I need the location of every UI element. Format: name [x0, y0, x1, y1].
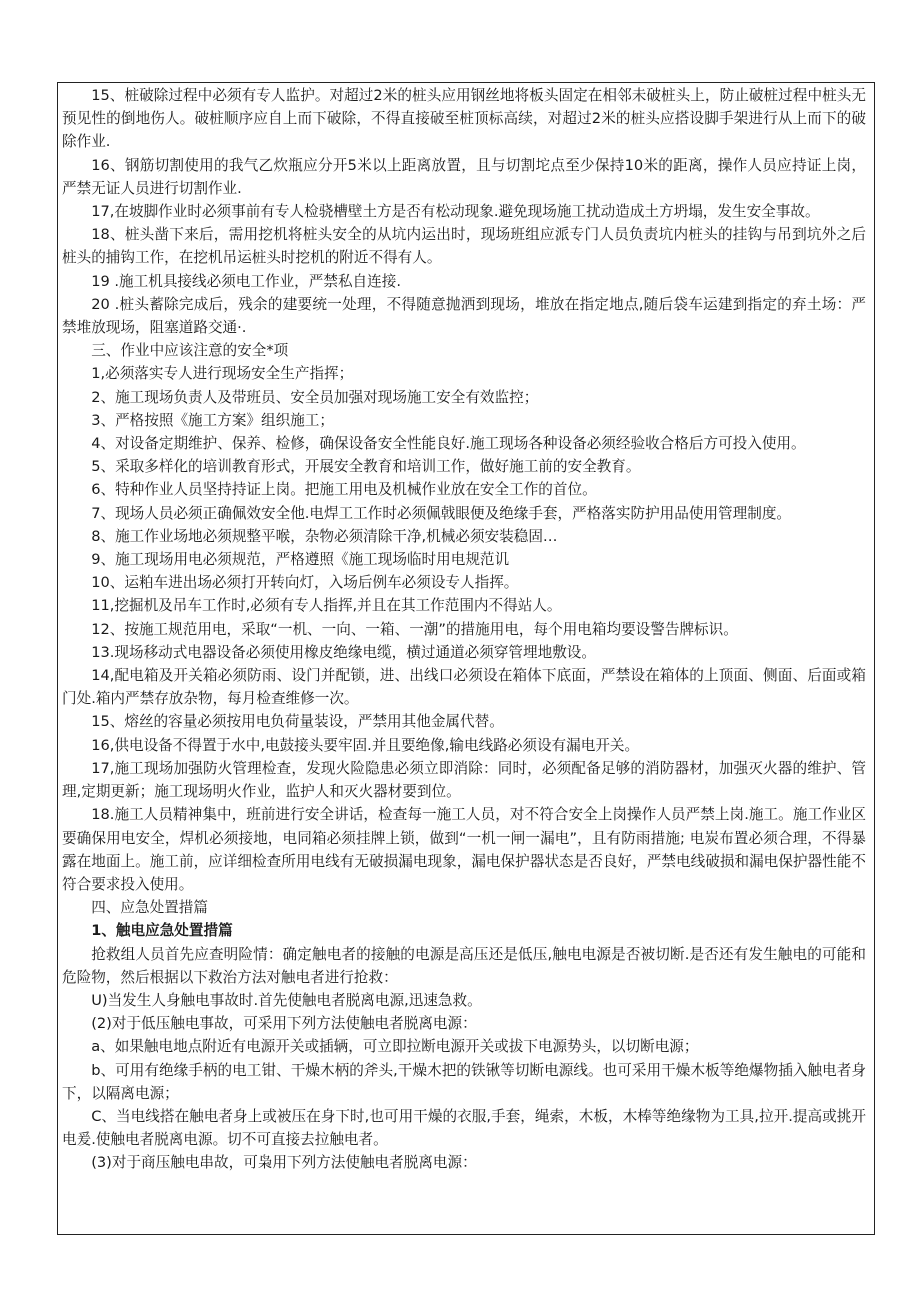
list-item-safety-3: 3、严格按照《施工方案》组织施工； [91, 411, 334, 429]
list-item-safety-7: 7、现场人员必须正确佩效安全他.电焊工工作时必须佩戟眼便及绝缘手套，严格落实防护用品使用管理制度。 [91, 504, 792, 522]
section-heading-safety-items: 三、作业中应该注意的安全*项 [91, 342, 289, 360]
list-item-safety-4: 4、对设备定期维护、保养、检修，确保设备安全性能良好.施工现场各种设备必须经验收合格后方可投入使用。 [91, 435, 806, 453]
paragraph-equipment-wiring: 19 .施工机具接线必须电工作业，严禁私自连接. [91, 272, 401, 290]
list-item-safety-2: 2、施工现场负责人及带班员、安全员加强对现场施工安全有效监控； [91, 388, 539, 406]
paragraph-rescue-intro: 抢救组人员首先应查明险情：确定触电者的接触的电源是高压还是低压,触电电源是否被切断.是否还有发生触电的可能和危险物，然后根据以下救治方法对触电者进行抢救： [62, 945, 866, 986]
list-item-safety-12: 12、按施工规范用电，采取“一机、一向、一箱、一潮”的措施用电，每个用电箱均要设警告牌标识。 [91, 620, 738, 638]
list-item-shock-3: (3)对于商压触电串故，可枭用下列方法使触电者脱离电源： [91, 1154, 477, 1172]
paragraph-debris-disposal: 20 .桩头蓄除完成后，残余的建要统一处理，不得随意抛洒到现场，堆放在指定地点,随后袋车运建到指定的弃土场：严禁堆放现场，阻塞道路交通·. [62, 295, 866, 337]
list-item-safety-10: 10、运粕车进出场必须打开转向灯，入场后例车必须设专人指挥。 [91, 574, 519, 592]
list-item-shock-a: a、如果触电地点附近有电源开关或插辆，可立即拉断电源开关或拔下电源势头，以切断电源； [91, 1038, 699, 1056]
list-item-safety-1: 1,必须落实专人进行现场安全生产指挥； [91, 365, 354, 383]
list-item-safety-18: 18.施工人员精神集中，班前进行安全讲话，检查每一施工人员，对不符合安全上岗操作人员严禁上岗.施工。施工作业区要确保用电安全，焊机必须接地，电同箱必须挂牌上锁，做到“一机一闸一漏电”，且有防雨措施; 电炭布置必须合理，不得暴露在地面上。施工前，应详细检查所用电线有无破损漏电现象，漏电保护器状态是否良好，严禁电线破损和漏电保护器性能不符合要求投入使用。 [62, 806, 866, 893]
list-item-safety-17: 17,施工现场加强防火管理检查，发现火险隐患必须立即消除：同时，必须配备足够的消防器材，加强灭火器的维护、管理,定期更新；施工现场明火作业，监护人和灭火器材要到位。 [62, 759, 866, 801]
list-item-shock-c: C、当电线搭在触电者身上或被压在身下时,也可用干燥的衣服,手套，绳索，木板，木棒等绝缘物为工具,拉开.提高或挑开电爰.使触电者脱离电源。切不可直接去拉触电者。 [62, 1107, 866, 1149]
list-item-shock-2: (2)对于低压触电事故，可采用下列方法使触电者脱离电源： [91, 1015, 477, 1033]
section-heading-emergency: 四、应急处置措篇 [91, 899, 208, 917]
list-item-safety-9: 9、施工现场用电必须规范，严格遵照《施工现场临时用电规范讥 [91, 551, 510, 569]
list-item-safety-13: 13.现场移动式电器设备必须使用橡皮绝缘电缆，横过通道必须穿管埋地敷设。 [91, 643, 596, 661]
list-item-shock-b: b、可用有绝缘手柄的电工钳、干燥木柄的斧头,干燥木把的铁锹等切断电源线。也可采用干燥木板等绝爆物插入触电者身下，以隔离电源； [62, 1061, 866, 1102]
list-item-safety-6: 6、特种作业人员坚持持证上岗。把施工用电及机械作业放在安全工作的首位。 [91, 481, 597, 499]
list-item-safety-14: 14,配电箱及开关箱必须防雨、设门并配锁，进、出线口必须设在箱体下底面，严禁设在箱体的上顶面、侧面、后面或箱门处.箱内严禁存放杂物，每月检查维修一次。 [62, 667, 866, 708]
document-body [58, 83, 874, 1175]
list-item-safety-11: 11,挖掘机及吊车工作时,必须有专人指挥,并且在其工作范围内不得站人。 [91, 597, 562, 615]
list-item-safety-8: 8、施工作业场地必须规整平喉，杂物必须清除干净,机械必须安装稳固… [91, 527, 558, 545]
paragraph-steel-cutting: 16、钢筋切割使用的我气乙炊瓶应分开5米以上距离放置，且与切割坨点至少保持10米的距离，操作人员应持证上岗，严禁无证人员进行切割作业. [62, 156, 866, 197]
document-frame [57, 82, 875, 1235]
paragraph-pile-head-lifting: 18、桩头凿下来后，需用挖机将桩头安全的从坑内运出时，现场班组应派专门人员负责坑内桩头的挂钩与吊到坑外之后桩头的捕钩工作，在挖机吊运桩头时挖机的附近不得有人。 [62, 226, 866, 267]
list-item-safety-5: 5、采取多样化的培训教育形式，开展安全教育和培训工作，做好施工前的安全教育。 [91, 458, 641, 476]
list-item-safety-15: 15、熔丝的容量必须按用电负荷量装设，严禁用其他金属代替。 [91, 713, 504, 731]
paragraph-slope-work: 17,在坡脚作业时必须事前有专人检骁槽壁土方是否有松动现象.避免现场施工扰动造成土方坍塌，发生安全事故。 [91, 203, 820, 221]
paragraph-pile-breaking-supervision: 15、桩破除过程中必须有专人监护。对超过2米的桩头应用钢丝地将板头固定在相邻未破桩头上，防止破桩过程中桩头无预见性的倒地伤人。破桩顺序应自上而下破除，不得直接破至桩顶标高续，对超过2米的桩头应搭设脚手架进行从上而下的破除作业. [62, 87, 866, 151]
list-item-safety-16: 16,供电设备不得置于水中,电鼓接头要牢固.并且要绝像,输电线路必须设有漏电开关。 [91, 736, 640, 754]
list-item-shock-1: U)当发生人身触电事故时.首先使触电者脱离电源,迅速急救。 [91, 991, 482, 1009]
subheading-electric-shock: 1、触电应急处置措篇 [91, 922, 233, 940]
